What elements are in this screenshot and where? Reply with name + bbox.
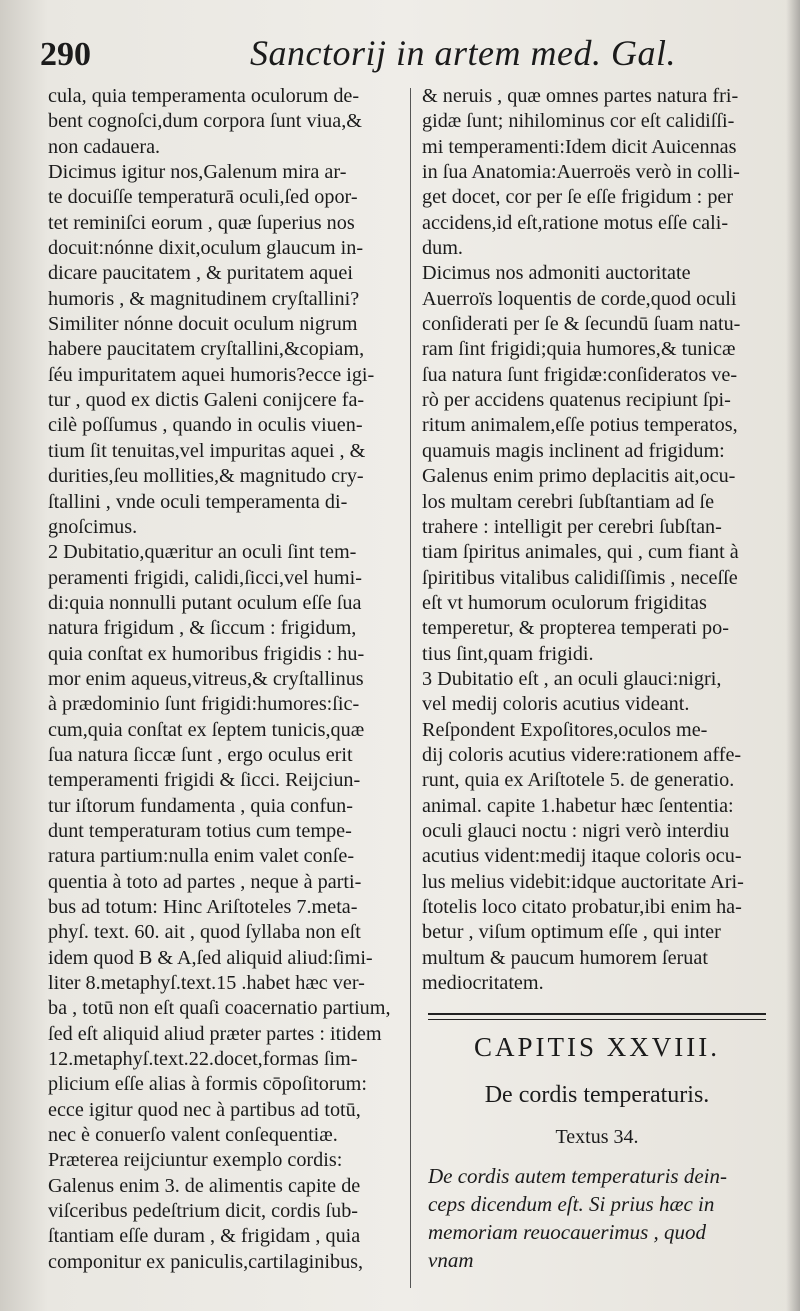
text-line: temperetur, & propterea temperati po- (422, 617, 729, 640)
quote-line: vnam (428, 1248, 474, 1272)
text-line: ſtallini , vnde oculi temperamenta di- (48, 490, 348, 513)
text-line: ſed eſt aliquid aliud præter partes : itidem (48, 1022, 382, 1045)
text-line: lus melius videbit:idque auctoritate Ari- (422, 870, 744, 893)
chapter-heading: CAPITIS XXVIII. (474, 1032, 720, 1062)
text-line: Dicimus nos admoniti auctoritate (422, 262, 691, 285)
text-line: temperamenti frigidi & ſicci. Reijciun- (48, 769, 361, 792)
left-text-column (48, 84, 402, 1275)
text-line: dum. (422, 237, 463, 260)
text-line: bus ad totum: Hinc Ariſtoteles 7.meta- (48, 896, 358, 918)
text-line: quentia à toto ad partes , neque à parti- (48, 870, 362, 893)
text-line: ba , totū non eſt quaſi coacernatio partium, (48, 997, 391, 1020)
text-line: 3 Dubitatio eſt , an oculi glauci:nigri, (422, 667, 722, 690)
text-line: te docuiſſe temperaturā oculi,ſed opor- (48, 186, 358, 209)
text-line: Auerroïs loquentis de corde,quod oculi (422, 287, 737, 310)
running-title: Sanctorij in artem med. Gal. (250, 33, 676, 73)
text-line: ram ſint frigidi;quia humores,& tunicæ (422, 338, 736, 361)
quote-line: ceps dicendum eſt. Si prius hæc in (428, 1192, 715, 1216)
text-line: get docet, cor per ſe eſſe frigidum : per (422, 186, 734, 209)
quote-line: memoriam reuocauerimus , quod (428, 1220, 707, 1244)
textus-quote (428, 1162, 768, 1274)
textus-label: Textus 34. (555, 1126, 639, 1148)
text-line: oculi glauci noctu : nigri verò interdiu (422, 819, 730, 842)
text-line: tur iſtorum fundamenta , quia confun- (48, 794, 353, 817)
text-line: bent cognoſci,dum corpora ſunt viua,& (48, 110, 362, 133)
text-line: accidens,id eſt,ratione motus eſſe cali- (422, 211, 729, 234)
text-line: ſéu impuritatem aquei humoris?ecce igi- (48, 363, 375, 386)
text-line: non cadauera. (48, 135, 161, 158)
text-line: viſceribus pedeſtrium dicit, cordis ſub- (48, 1200, 359, 1223)
text-line: mor enim aqueus,vitreus,& cryſtallinus (48, 667, 364, 690)
text-line: di:quia nonnulli putant oculum eſſe ſua (48, 591, 362, 614)
text-line: habere paucitatem cryſtallini,&copiam, (48, 338, 365, 361)
text-line: 2 Dubitatio,quæritur an oculi ſint tem- (48, 541, 357, 564)
text-line: acutius vident:medij itaque coloris ocu- (422, 845, 742, 868)
text-line: gidæ ſunt; nihilominus cor eſt calidiſſi- (422, 110, 735, 133)
text-line: Præterea reijciuntur exemplo cordis: (48, 1149, 343, 1172)
text-line: tur , quod ex dictis Galeni conijcere fa- (48, 389, 365, 412)
text-line: Galenus enim 3. de alimentis capite de (48, 1174, 361, 1197)
text-line: liter 8.metaphyſ.text.15 .habet hæc ver- (48, 972, 365, 995)
text-line: ſpiritibus vitalibus calidiſſimis , neceſſe (422, 566, 738, 589)
text-line: peramenti frigidi, calidi,ſicci,vel humi- (48, 566, 362, 589)
text-line: multum & paucum humorem ſeruat (422, 946, 708, 969)
text-line: natura frigidum , & ſiccum : frigidum, (48, 617, 357, 640)
text-line: 12.metaphyſ.text.22.docet,formas ſim- (48, 1048, 358, 1071)
text-line: conſiderati per ſe & ſecundū ſuam natu- (422, 313, 741, 336)
text-line: Dicimus igitur nos,Galenum mira ar- (48, 161, 347, 184)
text-line: idem quod B & A,ſed aliquid aliud:ſimi- (48, 946, 373, 969)
page-number: 290 (40, 36, 91, 73)
text-line: in ſua Anatomia:Auerroës verò in colli- (422, 161, 740, 184)
text-line: & neruis , quæ omnes partes natura fri- (422, 85, 739, 107)
right-text-column (422, 84, 768, 996)
text-line: dunt temperaturam totius cum tempe- (48, 819, 352, 842)
text-line: betur , viſum optimum eſſe , qui inter (422, 921, 721, 944)
text-line: tiam ſpiritus animales, qui , cum fiant à (422, 541, 739, 564)
text-line: tet reminiſci eorum , quæ ſuperius nos (48, 211, 355, 234)
text-line: ratura partium:nulla enim valet conſe- (48, 845, 355, 868)
text-line: ſua natura ſunt frigidæ:conſideratos ve- (422, 363, 738, 386)
text-line: cula, quia temperamenta oculorum de- (48, 85, 360, 107)
text-line: runt, quia ex Ariſtotele 5. de generatio. (422, 769, 735, 792)
text-line: durities,ſeu mollities,& magnitudo cry- (48, 465, 364, 488)
text-line: animal. capite 1.habetur hæc ſententia: (422, 794, 734, 817)
text-line: dicare paucitatem , & puritatem aquei (48, 262, 353, 285)
text-line: mi temperamenti:Idem dicit Auicennas (422, 135, 737, 158)
text-line: quamuis magis inclinent ad frigidum: (422, 439, 725, 462)
text-line: cilè poſſumus , quando in oculis viuen- (48, 414, 363, 437)
text-line: phyſ. text. 60. ait , quod ſyllaba non eſt (48, 921, 361, 944)
page-edge-shadow (786, 0, 800, 1311)
text-line: Galenus enim primo deplacitis ait,ocu- (422, 465, 736, 488)
text-line: Reſpondent Expoſitores,oculos me- (422, 718, 708, 741)
page-header (40, 30, 780, 80)
text-line: tius ſint,quam frigidi. (422, 642, 594, 665)
text-line: docuit:nónne dixit,oculum glaucum in- (48, 237, 364, 260)
text-line: à prædominio ſunt frigidi:humores:ſic- (48, 693, 360, 716)
text-line: los multam cerebri ſubſtantiam ad ſe (422, 490, 715, 513)
text-line: nec è conuerſo valent conſequentiæ. (48, 1124, 338, 1147)
text-line: ecce igitur quod nec à partibus ad totū, (48, 1098, 361, 1121)
text-line: eſt vt humorum oculorum frigiditas (422, 591, 707, 614)
text-line: Similiter nónne docuit oculum nigrum (48, 313, 358, 336)
column-divider (410, 88, 411, 1288)
text-line: cum,quia conſtat ex ſeptem tunicis,quæ (48, 718, 365, 741)
text-line: plicium eſſe alias à formis cōpoſitorum: (48, 1073, 367, 1096)
text-line: ſtotelis loco citato probatur,ibi enim ha- (422, 896, 742, 918)
text-line: humoris , & magnitudinem cryſtallini? (48, 287, 360, 310)
text-line: vel medij coloris acutius videant. (422, 693, 690, 716)
text-line: mediocritatem. (422, 972, 544, 995)
quote-line: De cordis autem temperaturis dein- (428, 1164, 728, 1188)
text-line: trahere : intelligit per cerebri ſubſtan- (422, 515, 722, 538)
text-line: quia conſtat ex humoribus frigidis : hu- (48, 642, 365, 665)
text-line: ſtantiam eſſe duram , & frigidam , quia (48, 1225, 361, 1248)
text-line: tium ſit tenuitas,vel impuritas aquei , & (48, 439, 366, 462)
text-line: ritum animalem,eſſe potius temperatos, (422, 414, 738, 437)
text-line: ſua natura ſiccæ ſunt , ergo oculus erit (48, 743, 353, 766)
text-line: dij coloris acutius videre:rationem affe- (422, 743, 742, 766)
chapter-subtitle: De cordis temperaturis. (484, 1082, 710, 1108)
text-line: gnoſcimus. (48, 515, 138, 538)
text-line: rò per accidens quatenus recipiunt ſpi- (422, 389, 731, 412)
text-line: componitur ex paniculis,cartilaginibus, (48, 1250, 364, 1273)
chapter-rule (428, 1013, 766, 1020)
